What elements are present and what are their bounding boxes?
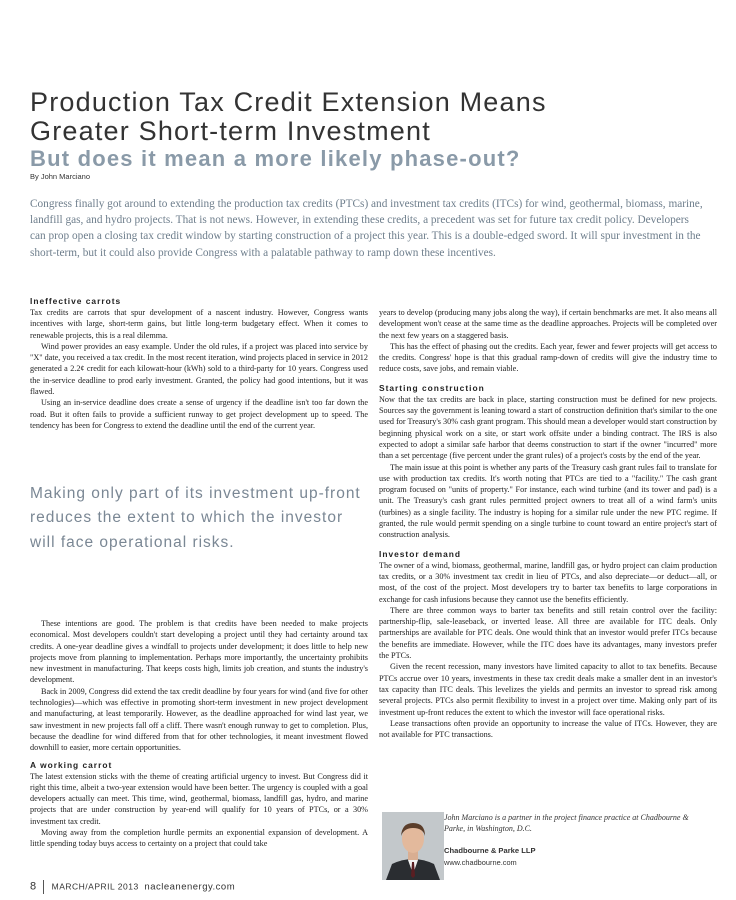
paragraph: Using an in-service deadline does create a sense of urgency if the deadline isn't too far down the road. But it often fails to provide a sufficient runway to get project development up to speed. The tendency has been for Congress to extend the deadline until the end of the current year. (30, 398, 368, 430)
left-column-bottom (30, 618, 368, 850)
paragraph: Given the recent recession, many investors have limited capacity to allot to tax benefits. Because PTCs accrue over 10 years, investments in these tax credit deals make a smaller dent in an investor's tax capacity than ITC deals. This levelizes the yields and permits an investor to spread risk among several projects. PTCs also permit flexibility to invest in a project over time. Making only part of its investment up-front reduces the extent to which the investor will face operational risks. (379, 662, 717, 717)
paragraph: This has the effect of phasing out the credits. Each year, fewer and fewer projects will get access to the credits. Congress' hope is that this gradual ramp-down of credits will give the industry time to reduce costs, save jobs, and remain viable. (379, 341, 717, 374)
lead-paragraph: Congress finally got around to extending the production tax credits (PTCs) and investment tax credits (ITCs) for wind, geothermal, biomass, marine, landfill gas, and hydro projects. That is not news. However, in extending these credits, a precedent was set for future tax credit policy. Developers can prop open a closing tax credit window by starting construction of a project this year. This is a double-edged sword. It will spur investment in the short-term, but it could also provide Congress with a palatable pathway to ramp down these incentives. (30, 198, 703, 259)
paragraph: Back in 2009, Congress did extend the tax credit deadline by four years for wind (and five for other technologies)—which was effective in promoting short-term investment in new project development and manufacturing, at least temporarily. However, as the deadline approached for wind last year, we saw investment in new projects fall off a cliff. There wasn't enough runway to get to completion. Plus, because the deadline for wind differed from that for other technologies, it meant investment flowed downhill to easier, more certain opportunities. (30, 686, 368, 753)
section-heading-investor-demand: Investor demand (379, 548, 462, 559)
firm-website-link[interactable]: www.chadbourne.com (444, 858, 517, 867)
paragraph: Moving away from the completion hurdle permits an exponential expansion of development. A little spending today buys access to certainty on a project that could take (30, 828, 368, 849)
paragraph: Tax credits are carrots that spur development of a nascent industry. However, Congress wants incentives with large, short-term gains, but little long-term budgetary effect. When it comes to renewable projects, this is a real dilemma. (30, 308, 368, 340)
firm-name: Chadbourne & Parke LLP (444, 846, 536, 855)
left-column-top (30, 296, 368, 431)
section-heading-ineffective-carrots: Ineffective carrots (30, 296, 122, 306)
site-link[interactable]: nacleanenergy.com (144, 881, 236, 893)
article-title (30, 88, 720, 146)
pull-quote: Making only part of its investment up-front reduces the extent to which the investor will face operational risks. (30, 485, 361, 551)
issue-date: MARCH/APRIL 2013 (51, 881, 139, 892)
footer-divider (43, 880, 44, 894)
byline: By John Marciano (30, 172, 91, 181)
author-bio: John Marciano is a partner in the project finance practice at Chadbourne & Parke, in Washington, D.C. (444, 813, 689, 833)
paragraph: Now that the tax credits are back in place, starting construction must be defined for new projects. Sources say the government is leaning toward a start of construction definition that's similar to the one used for Treasury's 30% cash grant program. This should mean a developer would start construction by beginning physical work on a site, or start work offsite under a binding contract. The IRS is also expected to adopt a similar safe harbor that deems construction to start if the owner "incurred" more than a set percentage (five percent under the grant rules) of a project's costs by the end of the year. (379, 394, 717, 461)
paragraph: years to develop (producing many jobs along the way), if certain benchmarks are met. It also means all development won't cease at the same time as the deadline approaches. Projects will be completed over the next few years on a staggered basis. (379, 308, 717, 340)
paragraph: The owner of a wind, biomass, geothermal, marine, landfill gas, or hydro project can claim production tax credits, or a 30% investment tax credit in lieu of PTCs, and also depreciate—or deduct—all, or most, of the cost of the project. Most developers try to barter tax benefits to large corporations in exchange for cash infusions because they cannot use the benefits efficiently. (379, 560, 717, 604)
right-column (379, 307, 717, 740)
title-line-1: Production Tax Credit Extension Means (30, 87, 547, 117)
paragraph: Wind power provides an easy example. Under the old rules, if a project was placed into service by "X" date, you received a tax credit. In the most recent iteration, wind projects placed in service in 2012 generated a 2.2¢ credit for each kilowatt-hour (kWh) sold to a third-party for 10 years. Congress used the in-service deadline to prod early investment. Granted, the policy had good intentions, but it was flawed. (30, 341, 368, 397)
article-subtitle: But does it mean a more likely phase-out? (30, 146, 521, 171)
author-photo (382, 812, 444, 880)
paragraph: The main issue at this point is whether any parts of the Treasury cash grant rules fail to translate for use with production tax credits. It's worth noting that PTCs are tied to a "facility." The cash grant program focused on "units of property." For instance, each wind turbine (and its tower and pad) is a unit. The Treasury's cash grant rules permitted project owners to treat all of a wind farm's units (turbines) as a single facility. The industry is hoping for a similar rule under the new PTC regime. If granted, the rule would permit spending on a single turbine to count toward an entire project's start of construction analysis. (379, 462, 717, 540)
page-footer (30, 880, 235, 894)
paragraph: These intentions are good. The problem is that credits have been needed to make projects economical. Most developers couldn't start developing a project until they had certainty around tax credits. A one-year deadline gives a windfall to projects under development; it does little to help new projects move from planning to implementation. Perhaps more importantly, the uncertainty prohibits new investment in manufacturing. That keeps costs high, limits job creation, and stunts the industry's development. (30, 619, 368, 685)
section-heading-starting-construction: Starting construction (379, 382, 485, 393)
page-number: 8 (30, 880, 37, 893)
paragraph: The latest extension sticks with the theme of creating artificial urgency to invest. But Congress did it right this time, albeit a two-year extension would have been better. The urgency is coupled with a goal developers actually can meet. This time, wind, geothermal, biomass, landfill gas, hydro, and marine projects that are under construction by year-end will qualify for 10 years of PTCs, or a 30% investment tax credit. (30, 771, 368, 826)
section-heading-a-working-carrot: A working carrot (30, 759, 113, 770)
title-line-2: Greater Short-term Investment (30, 116, 431, 146)
paragraph: Lease transactions often provide an opportunity to increase the value of ITCs. However, they are not available for PTC transactions. (379, 718, 717, 740)
paragraph: There are three common ways to barter tax benefits and still retain control over the facility: partnership-flip, sale-leaseback, or inverted lease. All three are available for ITC deals. Only partnerships are available for PTC deals. One would think that an investor would prefer ITCs because the benefits are immediate. However, while the ITC does have its advantages, many investors prefer the PTCs. (379, 605, 717, 661)
author-portrait-icon (382, 812, 444, 880)
